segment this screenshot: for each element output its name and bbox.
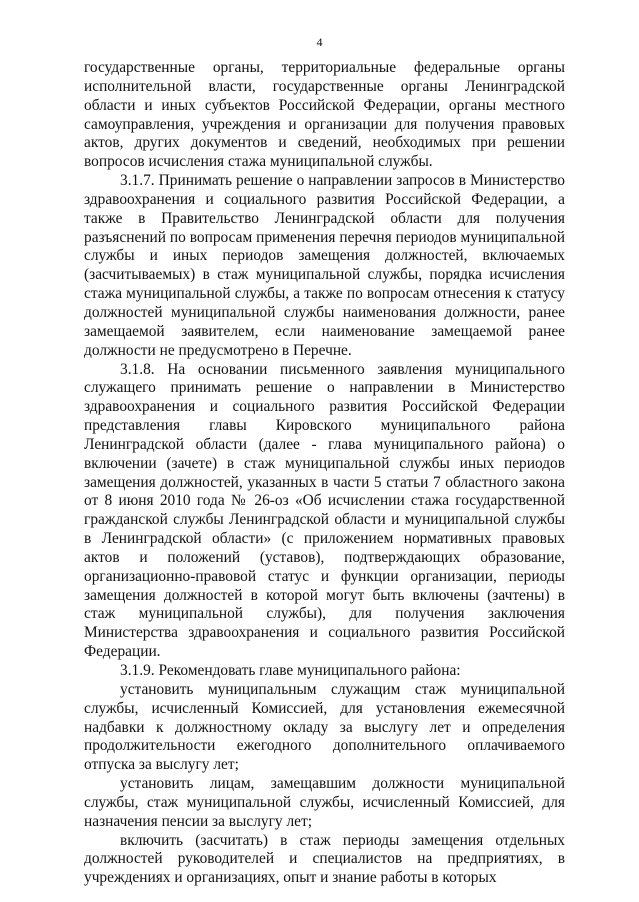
paragraph-3-1-7: 3.1.7. Принимать решение о направлении запросов в Министерство здравоохранения и социального развития Российской Федерации, а также в Правительство Ленинградской области для получения разъяснений по вопросам применения перечня периодов муниципальной службы и иных периодов замещения должностей, включаемых (засчитываемых) в стаж муниципальной службы, порядка исчисления стажа муниципальной службы, а также по вопросам отнесения к статусу должностей муниципальной службы наименования должности, ранее замещаемой заявителем, если наименование замещаемой ранее должности не предусмотрено в Перечне. — [84, 172, 565, 359]
paragraph-recommendation-2: установить лицам, замещавшим должности муниципальной службы, стаж муниципальной службы, исчисленный Комиссией, для назначения пенсии за выслугу лет; — [84, 775, 565, 830]
paragraph-3-1-9: 3.1.9. Рекомендовать главе муниципального района: — [120, 662, 461, 679]
document-body — [84, 59, 565, 888]
page-number: 4 — [316, 35, 323, 49]
paragraph-3-1-8: 3.1.8. На основании письменного заявления муниципального служащего принимать решение о направлении в Министерство здравоохранения и социального развития Российской Федерации представления главы Кировского муниципального района Ленинградской области (далее - глава муниципального района) о включении (зачете) в стаж муниципальной службы иных периодов замещения должностей, указанных в части 5 статьи 7 областного закона от 8 июня 2010 года № 26-оз «Об исчислении стажа государственной гражданской службы Ленинградской области и муниципальной службы в Ленинградской области» (с приложением нормативных правовых актов и положений (уставов), подтверждающих образование, организационно-правовой статус и функции организации, периоды замещения должностей в которой могут быть включены (зачтены) в стаж муниципальной службы), для получения заключения Министерства здравоохранения и социального развития Российской Федерации. — [84, 360, 565, 661]
paragraph-continuation: государственные органы, территориальные федеральные органы исполнительной власти, государственные органы Ленинградской области и иных субъектов Российской Федерации, органы местного самоуправления, учреждения и организации для получения правовых актов, других документов и сведений, необходимых при решении вопросов исчисления стажа муниципальной службы. — [84, 59, 565, 171]
paragraph-recommendation-3: включить (засчитать) в стаж периоды замещения отдельных должностей руководителей и специалистов на предприятиях, в учреждениях и организациях, опыт и знание работы в которых — [84, 831, 565, 887]
paragraph-recommendation-1: установить муниципальным служащим стаж муниципальной службы, исчисленный Комиссией, для установления ежемесячной надбавки к должностному окладу за выслугу лет и определения продолжительности ежегодного дополнительного оплачиваемого отпуска за выслугу лет; — [84, 680, 565, 774]
